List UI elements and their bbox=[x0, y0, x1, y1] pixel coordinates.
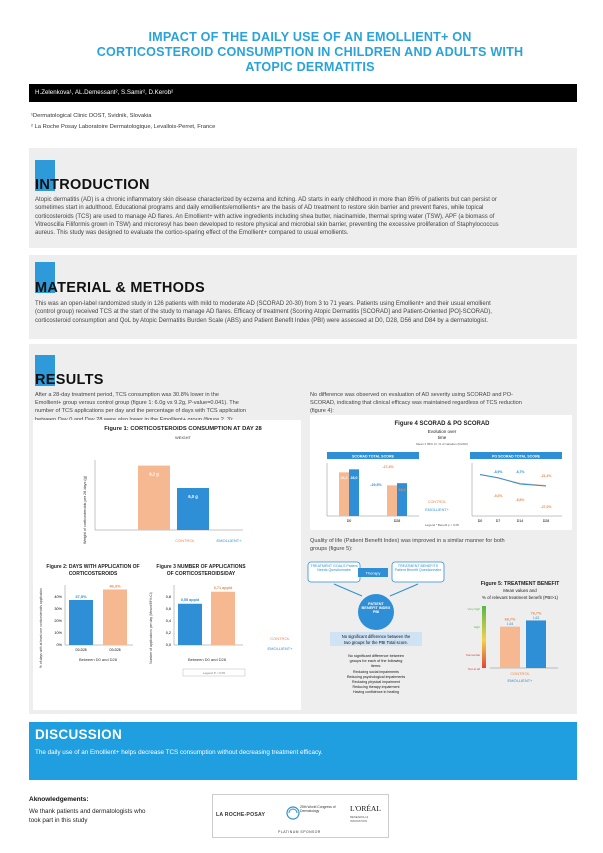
fig3-bar-emollient bbox=[178, 604, 202, 645]
goals-text: TREATMENT GOALS Patient Needs Questionnaire bbox=[310, 564, 358, 572]
results-line: Quality of life (Patient Benefit Index) was improved in a similar manner for both bbox=[310, 538, 505, 544]
figure-1-chart bbox=[33, 420, 301, 556]
fig5-legend-emollient: EMOLLIENT+ bbox=[507, 678, 533, 683]
introduction-text bbox=[35, 196, 571, 237]
fig4-scorad-variation: -27,4% bbox=[382, 465, 394, 469]
results-line: Emollient+ group versus control group (figure 1: 6.0g vs 9.2g, P-value=0.041). The bbox=[35, 400, 239, 407]
ack-line: took part in this study bbox=[29, 816, 88, 824]
fig4-scorad-header: SCORAD TOTAL SCORE bbox=[352, 454, 394, 459]
fig5-axis-label: Not at all bbox=[468, 667, 480, 671]
fig3-tick: 0,0 bbox=[165, 643, 171, 647]
fig5-subvalue: 1,64 bbox=[506, 622, 514, 627]
fig4-note: Mean ± 95% CI, % of variation (Dx/D0) bbox=[416, 442, 468, 446]
figure-3-chart bbox=[143, 558, 301, 688]
poster-title bbox=[40, 30, 580, 75]
authors: H.Zelenkova¹, AL.Demessant², S.Samir², D.Kerob² bbox=[35, 89, 174, 96]
figure-2-chart bbox=[33, 558, 143, 688]
pbi-flow-diagram bbox=[300, 556, 460, 706]
intro-line: Atopic dermatitis (AD) is a chronic inflammatory skin disease characterized by eczema and itching. AD starts in early childhood in more than 85% of patients but can persist or bbox=[35, 197, 497, 203]
fig5-legend-control: CONTROL bbox=[510, 671, 530, 676]
fig2-tick: 20% bbox=[54, 619, 62, 623]
fig4-poscorad-xtick: D28 bbox=[542, 519, 550, 523]
fig4-legend-control: CONTROL bbox=[427, 500, 447, 504]
results-line: SCORAD, indicating that clinical efficacy was maintained regardless of TCS reduction bbox=[310, 400, 522, 407]
fig3-legend-emollient: EMOLLIENT+ bbox=[267, 646, 293, 651]
fig4-poscorad-xtick: D0 bbox=[477, 519, 483, 523]
affiliation-1: ¹Dermatological Clinic DOST, Svidnik, Slovakia bbox=[31, 113, 152, 119]
title-line: CORTICOSTEROID CONSUMPTION IN CHILDREN AND ADULTS WITH bbox=[96, 45, 524, 59]
pbi-result-line: No significant difference between the bbox=[341, 634, 411, 639]
loreal-logo: L'ORÉAL bbox=[350, 804, 381, 813]
fig2-tick: 10% bbox=[54, 631, 62, 635]
results-left-text bbox=[35, 391, 303, 424]
fig3-value-emollient: 0,55 app/d bbox=[180, 597, 200, 602]
results-heading: RESULTS bbox=[35, 372, 104, 388]
pbi-list-item: Reducing social impairments bbox=[353, 670, 399, 674]
fig3-legend-control: CONTROL bbox=[270, 636, 290, 641]
fig1-value-emollient: 6,0 g bbox=[188, 494, 198, 499]
results-line: (figure 4): bbox=[310, 408, 334, 415]
fig2-ylabel: % of days with at least one corticosteroids application bbox=[39, 587, 43, 669]
authors-bar bbox=[29, 84, 577, 102]
methods-line: This was an open-label randomized study in 126 patients with mild to moderate AD (SCORAD 20-30) from 3 to 71 years. Patients using Emollient+ and their usual emollient bbox=[35, 301, 491, 307]
pbi-list-title: items: bbox=[370, 664, 382, 668]
ack-line: We thank patients and dermatologists who bbox=[29, 808, 146, 815]
results-line: After a 28-day treatment period, TCS consumption was 30.8% lower in the bbox=[35, 392, 219, 398]
fig2-title-line: Figure 2: DAYS WITH APPLICATION OF bbox=[46, 564, 140, 570]
fig4-scorad-xtick: D28 bbox=[393, 519, 401, 523]
results-right-text bbox=[310, 391, 572, 416]
figure-5-chart bbox=[462, 576, 574, 686]
fig2-xlabel: D0-D28 bbox=[75, 648, 87, 652]
fig3-value-control: 0,71 app/d bbox=[213, 585, 233, 590]
fig1-value-control: 9,2 g bbox=[149, 471, 159, 477]
pbi-list-item: Reducing physical impairment bbox=[352, 680, 400, 684]
fig2-value-control: 46,3% bbox=[109, 583, 121, 589]
fig2-value-emollient: 37,5% bbox=[75, 594, 87, 599]
intro-line: sometimes start in adulthood. Educational programs and daily emollients/emollients+ are the basis of AD treatment to restore skin barrier and prevent flares, while topical bbox=[35, 205, 484, 212]
fig5-axis-label: High bbox=[473, 625, 480, 629]
fig2-tick: 0% bbox=[56, 643, 62, 647]
pbi-result-line: two groups for the PBI Total score. bbox=[344, 640, 408, 645]
intro-line: aureus. This study was designed to evaluate the cortico-sparing effect of the Emollient+ compared to usual emollients. bbox=[35, 230, 349, 237]
fig3-title-line: OF CORTICOSTEROIDS/DAY bbox=[166, 571, 236, 577]
fig3-footnote: Legend P < 0.05 bbox=[202, 671, 226, 675]
congress-label: 25th World Congress of Dermatology bbox=[300, 805, 336, 814]
fig5-scale-bar bbox=[482, 606, 486, 668]
methods-section bbox=[29, 255, 577, 339]
fig4-scorad-value: 26,2 bbox=[340, 476, 348, 480]
laroche-posay-logo: LA ROCHE-POSAY bbox=[216, 812, 266, 818]
fig3-tick: 0,6 bbox=[165, 607, 171, 611]
methods-heading: MATERIAL & METHODS bbox=[35, 280, 205, 296]
pbi-list-item: Reducing therapy impairment bbox=[352, 685, 400, 689]
fig4-scorad-bar bbox=[387, 485, 397, 516]
fig1-ylabel: Weight of corticosteroids per 28 days (g) bbox=[83, 475, 87, 545]
fig4-poscorad-label: -8,9% bbox=[493, 470, 503, 474]
methods-text bbox=[35, 300, 571, 325]
fig2-bar-emollient bbox=[69, 600, 93, 645]
benefits-text: TREATMENT BENEFITS Patient Benefit Questionnaire bbox=[394, 564, 442, 572]
fig4-legend-emollient: EMOLLIENT+ bbox=[425, 508, 449, 512]
qol-text bbox=[310, 537, 572, 553]
discussion-heading: DISCUSSION bbox=[35, 727, 123, 742]
therapy-label: Therapy bbox=[365, 570, 381, 576]
discussion-text: The daily use of an Emollient+ helps decrease TCS consumption without decreasing treatment efficacy. bbox=[35, 749, 323, 756]
fig3-ylabel: Number of applications per day (Mean±95% CI) bbox=[149, 592, 153, 664]
introduction-heading: INTRODUCTION bbox=[35, 177, 150, 193]
intro-line: corticosteroids (TCS) are used to manage AD flares. An Emollient+ with active ingredients including shea butter, niacinamide, thermal spring water (TSW), APF (a biomass of bbox=[35, 213, 495, 220]
fig5-bar-emollient bbox=[526, 620, 546, 668]
fig4-poscorad-xtick: D14 bbox=[516, 519, 524, 523]
fig4-poscorad-label: -8,9% bbox=[515, 498, 525, 502]
fig2-tick: 40% bbox=[54, 595, 62, 599]
fig4-subtitle: Evolution over bbox=[427, 429, 457, 434]
fig3-xtitle: Between D0 and D28 bbox=[187, 657, 227, 662]
sponsor-label: PLATINUM SPONSOR bbox=[278, 830, 321, 834]
fig3-bar-control bbox=[211, 592, 235, 645]
fig5-subtitle: % of relevant treatment benefit (PBI>1) bbox=[481, 595, 559, 600]
fig4-scorad-value: 28,0 bbox=[350, 476, 358, 480]
results-line: No difference was observed on evaluation of AD severity using SCORAD and PO- bbox=[310, 392, 513, 398]
fig2-title-line: CORTICOSTEROIDS bbox=[68, 571, 118, 577]
fig5-bar-control bbox=[500, 627, 520, 668]
fig4-poscorad-label: -27,0% bbox=[540, 505, 552, 509]
fig4-poscorad-label: -9,2% bbox=[493, 494, 503, 498]
ack-title: Aknowledgements: bbox=[29, 796, 89, 803]
pbi-text: PATIENT BENEFIT INDEX PBI bbox=[361, 602, 391, 614]
fig4-footnote: Legend * Benefit p < 0.05 bbox=[425, 523, 459, 527]
methods-line: (control group) received TCS at the start of the study to manage AD flares. Efficacy of treatment (Scoring Atopic Dermatitis [SCORAD] and Patient-Oriented [PO]-SCORAD), bbox=[35, 309, 492, 316]
fig3-tick: 0,2 bbox=[165, 631, 171, 635]
ack-text bbox=[29, 808, 145, 825]
fig1-subtitle: WEIGHT bbox=[175, 435, 191, 440]
fig1-title: Figure 1: CORTICOSTEROIDS CONSUMPTION AT DAY 28 bbox=[104, 426, 262, 432]
fig4-title: Figure 4 SCORAD & PO SCORAD bbox=[394, 421, 490, 427]
affiliation-2: ² La Roche Posay Laboratoire Dermatologique, Levallois-Perret, France bbox=[31, 124, 216, 130]
fig1-legend-emollient: EMOLLIENT+ bbox=[216, 538, 242, 543]
fig5-title: Figure 5: TREATMENT BENEFIT bbox=[480, 581, 560, 587]
fig4-poscorad-xtick: D7 bbox=[495, 519, 501, 523]
intro-line: Vitreoscilla Filiformis grown in TSW) and microresyl has been developed to restore physical and microbial skin barrier, preventing the excessive proliferation of Staphylococcus bbox=[35, 221, 499, 228]
pbi-list-item: Having confidence in healing bbox=[353, 690, 399, 694]
title-line: ATOPIC DERMATITIS bbox=[245, 60, 375, 74]
figure-4-chart bbox=[310, 415, 572, 530]
fig4-scorad-value: 18,4 bbox=[398, 488, 406, 492]
fig5-value-emollient: 76,7% bbox=[530, 611, 542, 616]
pbi-list-title: groups for each of the following bbox=[349, 659, 403, 663]
fig2-bar-control bbox=[103, 589, 127, 645]
fig5-subvalue: 1,63 bbox=[532, 615, 540, 620]
fig5-value-control: 66,7% bbox=[504, 617, 516, 622]
fig4-poscorad-header: PO SCORAD TOTAL SCORE bbox=[491, 454, 541, 459]
results-line: number of TCS applications per day and the percentage of days with TCS application bbox=[35, 408, 246, 415]
fig3-tick: 0,4 bbox=[165, 619, 171, 623]
fig4-scorad-xtick: D0 bbox=[346, 519, 352, 523]
fig1-legend-control: CONTROL bbox=[175, 538, 195, 543]
fig4-subtitle: time bbox=[437, 435, 447, 440]
fig2-tick: 30% bbox=[54, 607, 62, 611]
fig5-axis-label: Somewhat bbox=[465, 653, 480, 657]
loreal-sub: RESEARCH & INNOVATION bbox=[350, 815, 369, 823]
fig5-subtitle: Mean values and bbox=[503, 588, 537, 593]
fig4-poscorad-label: -21,4% bbox=[540, 474, 552, 478]
results-line: groups (figure 5): bbox=[310, 546, 353, 553]
fig5-axis-label: Very high bbox=[467, 607, 480, 611]
fig2-xlabel: D0-D28 bbox=[109, 648, 121, 652]
pbi-list-item: Reducing psychological impairments bbox=[346, 675, 406, 679]
methods-line: corticosteroid consumption and QoL by Atopic Dermatitis Burden Scale (ABS) and Patient Benefit Index (PBI) were assessed at D0, D28, D56 and D84 by a dermatologist. bbox=[35, 317, 489, 324]
fig2-xtitle: Between D0 and D28 bbox=[78, 657, 118, 662]
title-line: IMPACT OF THE DAILY USE OF AN EMOLLIENT+ ON bbox=[148, 30, 472, 44]
fig3-tick: 0,8 bbox=[165, 595, 171, 599]
fig4-scorad-variation: -29,5% bbox=[370, 483, 382, 487]
fig3-title-line: Figure 3 NUMBER OF APPLICATIONS bbox=[156, 564, 246, 570]
fig4-poscorad-label: -6,7% bbox=[515, 470, 525, 474]
pbi-list-title: No significant difference between bbox=[348, 654, 404, 658]
